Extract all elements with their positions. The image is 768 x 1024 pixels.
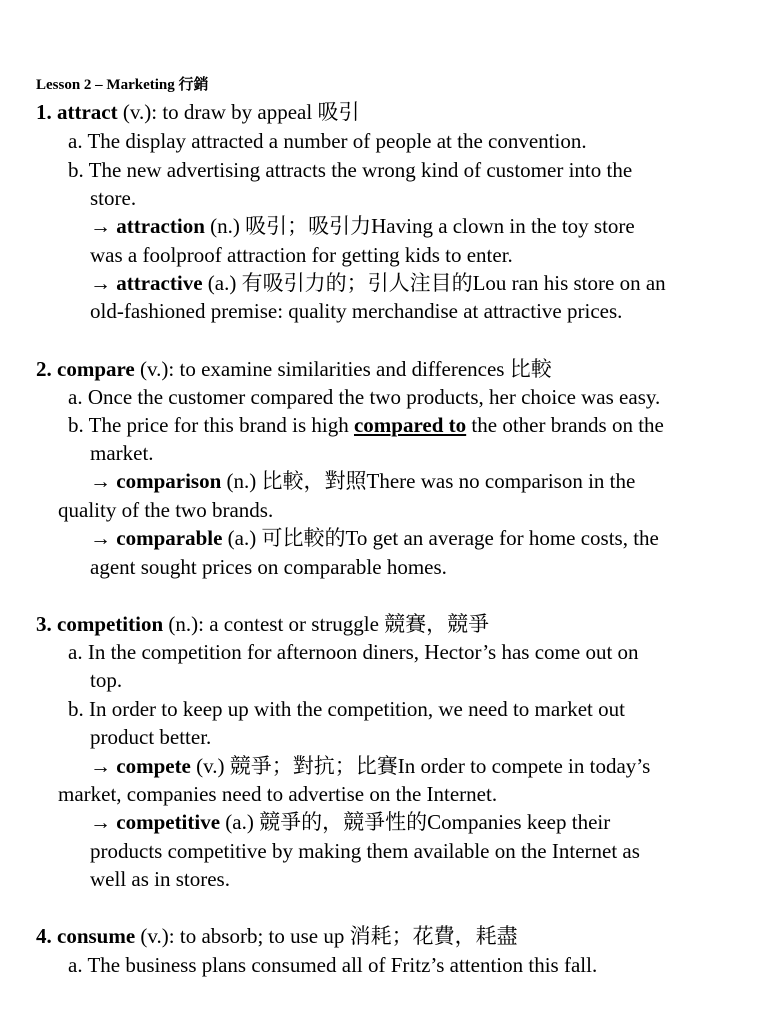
derivative-gloss: 有吸引力的；引人注目的 <box>241 271 473 295</box>
derivative-gloss: 比較，對照 <box>261 469 367 493</box>
derivative-continuation: products competitive by making them available on the Internet as <box>90 839 640 863</box>
part-of-speech: (v.): <box>122 100 158 124</box>
derivative-gloss: 可比較的 <box>261 526 346 550</box>
example-continuation: store. <box>90 186 137 210</box>
derivative-pos: (a.) <box>227 526 257 550</box>
example-text: The display attracted a number of people at the convention. <box>87 129 587 153</box>
derivative-gloss: 競爭；對抗；比賽 <box>229 754 398 778</box>
example-text: The new advertising attracts the wrong kind of customer into the <box>88 158 633 182</box>
derivative-continuation: market, companies need to advertise on the Internet. <box>58 782 498 806</box>
headword: attract <box>57 100 118 124</box>
derivative-pos: (a.) <box>225 810 254 834</box>
derivative-word: comparable <box>116 526 223 550</box>
derivative-pos: (n.) <box>210 214 240 238</box>
example-label: a. <box>68 129 83 153</box>
example-label: a. <box>68 385 83 409</box>
derivative-example: Companies keep their <box>427 810 611 834</box>
derivative-gloss: 吸引；吸引力 <box>245 214 372 238</box>
example-label: b. <box>68 158 84 182</box>
derivative-line <box>90 752 650 780</box>
derivative-line <box>90 524 659 552</box>
right-arrow-icon: → <box>90 469 111 493</box>
definition: to draw by appeal 吸引 <box>162 100 360 124</box>
example-line <box>68 695 625 723</box>
entry-heading-attract <box>36 98 359 126</box>
example-label: b. <box>68 413 84 437</box>
derivative-example: Having a clown in the toy store <box>371 214 635 238</box>
part-of-speech: (n.): <box>168 612 204 636</box>
example-text: The business plans consumed all of Fritz’s attention this fall. <box>87 953 598 977</box>
part-of-speech: (v.): <box>140 924 175 948</box>
entry-number: 2. <box>36 357 52 381</box>
example-line <box>68 383 660 411</box>
example-text: The price for this brand is high <box>88 413 349 437</box>
example-line <box>68 127 587 155</box>
derivative-word: attractive <box>116 271 203 295</box>
example-line <box>68 951 597 979</box>
derivative-pos: (n.) <box>226 469 257 493</box>
example-label: a. <box>68 953 83 977</box>
derivative-continuation: old-fashioned premise: quality merchandise at attractive prices. <box>90 299 623 323</box>
right-arrow-icon: → <box>90 526 111 550</box>
entry-number: 1. <box>36 100 52 124</box>
example-label: b. <box>68 697 84 721</box>
example-label: a. <box>68 640 83 664</box>
right-arrow-icon: → <box>90 754 111 778</box>
derivative-example: To get an average for home costs, the <box>345 526 659 550</box>
entry-number: 4. <box>36 924 52 948</box>
derivative-word: compete <box>116 754 191 778</box>
derivative-gloss: 競爭的，競爭性的 <box>259 810 428 834</box>
derivative-pos: (v.) <box>196 754 225 778</box>
example-continuation: market. <box>90 441 154 465</box>
derivative-line <box>90 467 635 495</box>
derivative-word: attraction <box>116 214 205 238</box>
entry-heading-consume <box>36 922 518 950</box>
derivative-continuation: well as in stores. <box>90 867 230 891</box>
definition: a contest or struggle 競賽，競爭 <box>209 612 490 636</box>
entry-heading-compare <box>36 355 552 383</box>
derivative-line <box>90 269 666 297</box>
example-text: In order to keep up with the competition, we need to market out <box>89 697 625 721</box>
part-of-speech: (v.): <box>140 357 175 381</box>
entry-heading-competition <box>36 610 489 638</box>
right-arrow-icon: → <box>90 810 111 834</box>
derivative-line <box>90 212 635 240</box>
headword: competition <box>57 612 164 636</box>
right-arrow-icon: → <box>90 214 111 238</box>
example-continuation: top. <box>90 668 123 692</box>
derivative-example: There was no comparison in the <box>366 469 636 493</box>
derivative-example: In order to compete in today’s <box>397 754 651 778</box>
example-text: the other brands on the <box>471 413 664 437</box>
example-line <box>68 411 664 439</box>
lesson-title: Lesson 2 – Marketing 行銷 <box>36 77 209 93</box>
right-arrow-icon: → <box>90 271 111 295</box>
derivative-continuation: agent sought prices on comparable homes. <box>90 555 447 579</box>
emphasized-phrase: compared to <box>353 413 467 437</box>
example-line <box>68 156 632 184</box>
derivative-continuation: quality of the two brands. <box>58 498 274 522</box>
example-text: Once the customer compared the two products, her choice was easy. <box>87 385 661 409</box>
definition: to examine similarities and differences 比較 <box>179 357 552 381</box>
example-text: In the competition for afternoon diners, Hector’s has come out on <box>87 640 639 664</box>
derivative-pos: (a.) <box>207 271 237 295</box>
definition: to absorb; to use up 消耗；花費，耗盡 <box>179 924 518 948</box>
example-line <box>68 638 639 666</box>
derivative-example: Lou ran his store on an <box>472 271 666 295</box>
headword: compare <box>57 357 135 381</box>
entry-number: 3. <box>36 612 52 636</box>
derivative-word: competitive <box>116 810 221 834</box>
example-continuation: product better. <box>90 725 212 749</box>
headword: consume <box>57 924 136 948</box>
derivative-line <box>90 808 610 836</box>
derivative-continuation: was a foolproof attraction for getting kids to enter. <box>90 243 513 267</box>
derivative-word: comparison <box>116 469 222 493</box>
